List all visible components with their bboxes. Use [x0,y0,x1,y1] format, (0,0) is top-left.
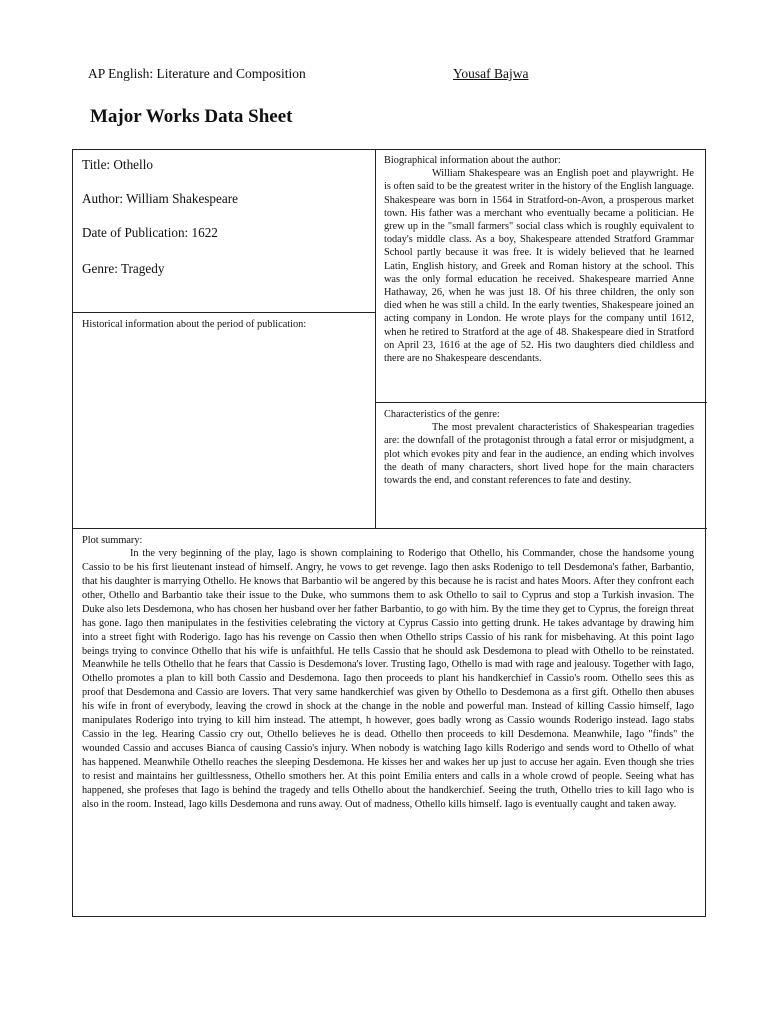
plot-summary-box [82,534,694,811]
plot-summary-text: In the very beginning of the play, Iago is shown complaining to Roderigo that Othello, his Commander, chose the handsome young Cassio to be his first lieutenant instead of himself. Angry, he vows to get revenge. Iago then asks Rodenigo to tell Desdemona's father, Barbantio, that his daughter is marrying Othello. He knows that Barbantio wil be angered by this because he is racist and hates Moors. After they confront each other, Othello and Barbantio take their issue to the Duke, who summons them to ask Othello to sail to Cyprus and stop a Turkish invasion. The Duke also lets Desdemona, who has chosen her husband over her father Barbantio, to go with him. By the time they get to Cyprus, the foreign threat has gone. Iago then manipulates in the festivities celebrating the victory at Cyprus Cassio into getting drunk. He takes advantage by drawing him into a street fight with Roderigo. Iago has his revenge on Cassio then when Othello strips Cassio of his rank for misbehaving. At this point Iago beings trying to convince Othello that his wife is unfaithful. He tells Cassio that he should ask Desdemona to plead with Othello to be reinstated. Meanwhile he tells Othello that he fears that Cassio is Desdemona's lover. Trusting Iago, Othello is mad with rage and jealousy. Together with Iago, Othello promotes a plan to kill both Cassio and Desdemona. Iago then proceeds to plant his handkerchief in Cassio's room. Othello sees this as proof that Desdemona and Cassio are lovers. That very same handkerchief was given by Othello to Desdemona as a first gift. Othello then abuses his wife in front of everybody, leaving the crowd in shock at the change in the noble and powerful man. Instead of killing Cassio himself, Iago manipulates Roderigo into trying to kill him instead. The attempt, h however, goes badly wrong as Cassio wounds Roderigo instead. Iago stabs Cassio in the leg. Hearing Cassio cry out, Othello believes he is dead. Othello then proceeds to kill Desdemona. Meanwhile, Iago "finds" the wounded Cassio and accuses Bianca of causing Cassio's injury. When nobody is watching Iago kills Roderigo and sends word to Othello of what has happened. Meanwhile Othello reaches the sleeping Desdemona. He kisses her and wakes her up just to accuse her again. Even though she tries to resist and maintains her guiltlessness, Othello smothers her. At this point Emilia enters and calls in a whole crowd of people. Seeing what has happened, she profeses that Iago is behind the tragedy and tells Othello about the handkerchief. Seeing the truth, Othello tries to kill Iago who is also in the room. Instead, Iago kills Desdemona and runs away. Out of madness, Othello kills himself. Iago is eventually caught and taken away. [82,548,694,810]
plot-summary-label: Plot summary: [82,535,143,546]
historical-box [82,318,362,331]
course-title: AP English: Literature and Composition [88,66,306,81]
work-title: Title: Othello [82,157,153,172]
plot-divider [73,528,707,529]
genre-characteristics-text: The most prevalent characteristics of Shakespearian tragedies are: the downfall of the protagonist through a fatal error or misjudgment, a plot which evokes pity and fear in the audience, an ending which involves the death of many characters, short lived hope for the main characters towards the end, and constant references to fate and destiny. [384,422,694,487]
left-row-divider [73,312,376,313]
column-divider [375,150,376,528]
work-genre: Genre: Tragedy [82,261,165,276]
genre-characteristics-box [384,408,694,487]
genre-characteristics-label: Characteristics of the genre: [384,409,500,420]
publication-date: Date of Publication: 1622 [82,225,218,240]
student-name: Yousaf Bajwa [453,66,529,81]
biography-text: William Shakespeare was an English poet and playwright. He is often said to be the greatest writer in the history of the English language. Shakespeare was born in 1564 in Stratford-on-Avon, a prosperous market town. His father was a merchant who eventually became a politician. He grew up in the "small farmers" social class which is roughly equivalent to today's middle class. As a boy, Shakespeare attended Stratford Grammar School partly because it was free. It is widely believed that he learned Latin, English history, and Greek and Roman history at the school. This was the only formal education he received. Shakespeare married Anne Hathaway, 26, when he was just 18. Of his three children, the only son died when he was still a child. In the early twenties, Shakespeare joined an acting company in London. He wrote plays for the company until 1612, when he retired to Stratford at the age of 48. Shakespeare died in Stratford on April 23, 1616 at the age of 52. His two daughters died childless and there are no Shakespeare descendants. [384,168,694,365]
biography-box [384,154,694,365]
sheet-title: Major Works Data Sheet [90,106,293,127]
page-header [88,66,558,86]
historical-label: Historical information about the period of publication: [82,319,307,330]
right-row-divider [375,402,707,403]
biography-label: Biographical information about the author: [384,155,561,166]
work-author: Author: William Shakespeare [82,191,238,206]
